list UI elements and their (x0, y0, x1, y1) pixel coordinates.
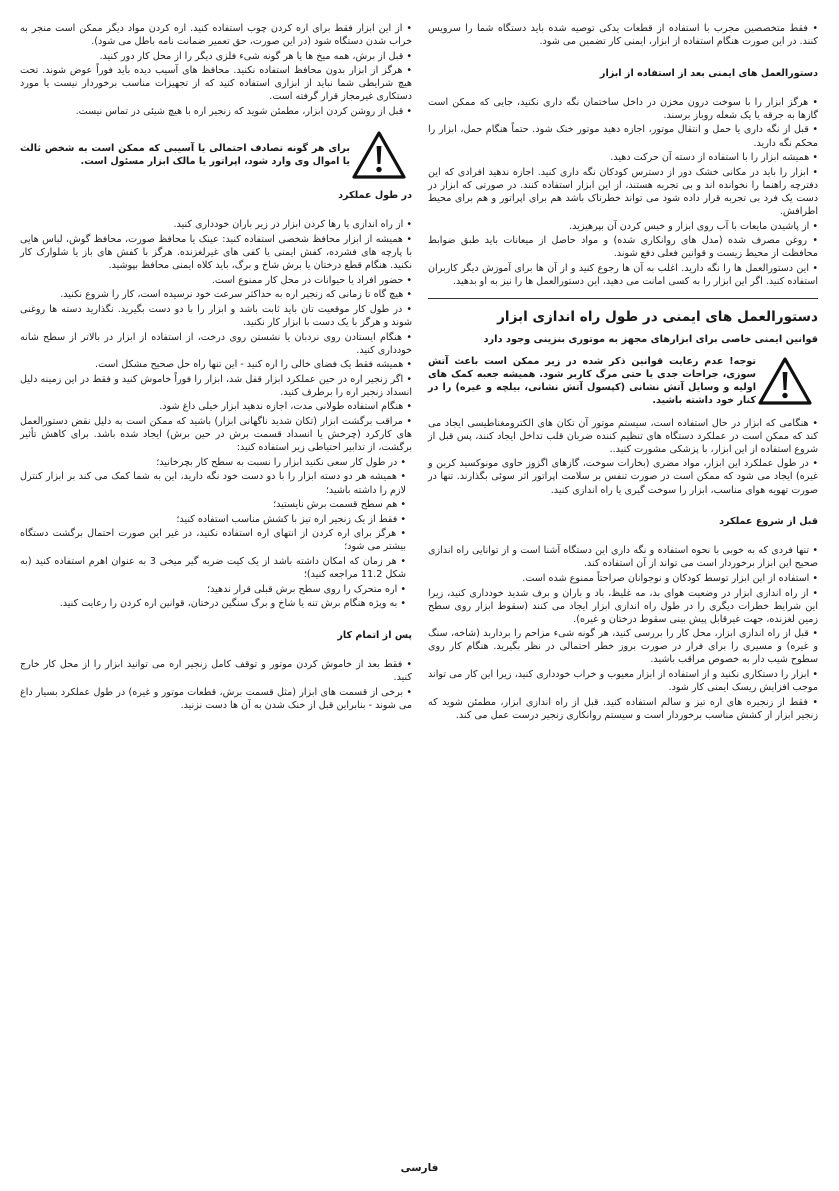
paragraph: • همیشه ابزار را با استفاده از دسته آن حرکت دهید. (610, 152, 818, 164)
paragraph: • در طول عملکرد این ابزار، مواد مضری (بخارات سوخت، گازهای اگزوز حاوی مونوکسید کربن و غیره) ایجاد می شود که ممکن است در صورت تنفس بر سلامت اپراتور اثر سوئی بگذارند. تنها در صورت تهویه هوای مناسب، ابزار را سوخت گیری یا راه اندازی کنید. (428, 458, 818, 496)
paragraph: • این دستورالعمل ها را نگه دارید. اغلب به آن ها رجوع کنید و از آن ها برای آموزش دیگر کاربران استفاده کنید. اگر این ابزار را به کسی امانت می دهید، این دستورالعمل ها را نیز به او بدهید. (428, 262, 818, 287)
section-heading-before-start: قبل از شروع عملکرد (719, 516, 818, 528)
paragraph: • برخی از قسمت های ابزار (مثل قسمت برش، قطعات موتور و غیره) در طول عملکرد بسیار داغ می شوند - بنابراین قبل از خنک شدن به آن ها دست نزنید. (20, 686, 412, 711)
list-item: • هم سطح قسمت برش نایستید؛ (273, 499, 406, 511)
page-footer-language: فارسی (400, 1162, 439, 1174)
paragraph: • فقط بعد از خاموش کردن موتور و توقف کامل زنجیر اره می توانید ابزار را از محل کار خارج کنید. (20, 658, 412, 684)
section-heading-after-work: پس از اتمام کار (337, 629, 412, 641)
paragraph: • از این ابزار فقط برای اره کردن چوب استفاده کنید. اره کردن مواد دیگر ممکن است منجر به خراب شدن دستگاه شود (در این صورت، حق تعمیر ضمانت نامه باطل می شود). (20, 23, 412, 48)
paragraph: • حضور افراد یا حیوانات در محل کار ممنوع است. (211, 274, 412, 286)
warning-box (428, 355, 818, 407)
paragraph: • ابزار را باید در مکانی خشک دور از دسترس کودکان نگه داری کنید. اجازه ندهید افرادی که این دفترچه راهنما را نخوانده اند و بی تجربه هستند، از این ابزار استفاده کنند. در صورتی که ابزار در دست یک فرد بی تجربه قرار داده شود می تواند خطرناک باشد هم برای اپراتور و هم برای محیط اطرافش. (428, 166, 818, 218)
paragraph: • همیشه از ابزار محافظ شخصی استفاده کنید: عینک یا محافظ صورت، محافظ گوش، لباس هایی با پارچه های فشرده، کفش ایمنی یا کفی های غیرلغزنده. هرگز با کفش های باز یا شلوارک کار نکنید. هنگام قطع درختان یا برش شاخ و برگ، باید کلاه ایمنی محافظ بپوشید. (20, 233, 412, 272)
paragraph: • ابزار را دستکاری نکنید و از استفاده از ابزار معیوب و خراب خودداری کنید، زیرا این کار می تواند موجب افزایش ریسک ایمنی کار شود. (428, 669, 818, 694)
list-item: • همیشه هر دو دسته ابزار را با دو دست خود نگه دارید، این به شما کمک می کند بر ابزار کنترل لازم را داشته باشید؛ (20, 471, 406, 496)
paragraph: • قبل از نگه داری یا حمل و انتقال موتور، اجازه دهید موتور خنک شود. حتماً هنگام حمل، ابزار را محکم نگه دارید. (428, 124, 818, 149)
warning-triangle-icon (758, 356, 812, 406)
paragraph: • هنگام استفاده طولانی مدت، اجازه ندهید ابزار خیلی داغ شود. (159, 401, 412, 413)
section-title-operation: دستورالعمل های ایمنی در طول راه اندازی ابزار (497, 309, 818, 326)
paragraph: • همیشه فقط یک فضای خالی را اره کنید - این تنها راه حل صحیح مشکل است. (95, 359, 412, 371)
paragraph: • هیچ گاه تا زمانی که زنجیر اره به حداکثر سرعت خود نرسیده است، کار را شروع نکنید. (60, 289, 412, 301)
paragraph: • قبل از راه اندازی ابزار، محل کار را بررسی کنید، هر گونه شیء مزاحم را برداربد (شاخه، سنگ و غیره) و مسیری را برای فرار در صورت بروز خطر احتمالی در نظر بگیرید. هنگام کار روی سطوح شیب دار به خصوص مراقب باشید. (428, 628, 818, 666)
paragraph: • اگر زنجیر اره در حین عملکرد ابزار قفل شد، ابزار را فوراً خاموش کنید و فقط در این زمینه دلیل انسداد زنجیر اره را برطرف کنید. (20, 373, 412, 398)
section-subtitle: قوانین ایمنی خاصی برای ابزارهای مجهز به موتوری بنزینی وجود دارد (483, 334, 818, 346)
paragraph: • از راه اندازی یا رها کردن ابزار در زیر باران خودداری کنید. (173, 219, 412, 231)
paragraph: • استفاده از این ابزار توسط کودکان و نوجوانان صراحتاً ممنوع شده است. (522, 572, 818, 584)
paragraph: • مراقب برگشت ابزار (تکان شدید ناگهانی ابزار) باشید که ممکن است به دلیل نقض دستورالعمل های کارکرد (چرخش یا انسداد قسمت برش در حین برش) ایجاد شده باشد. برای کاهش تأثیر برگشت، از تدابیر احتیاطی زیر استفاده کنید: (20, 416, 412, 454)
list-item: • هرگز برای اره کردن از انتهای اره استفاده نکنید، در غیر این صورت احتمال برگشت دستگاه بیشتر می شود؛ (20, 528, 406, 553)
paragraph: • قبل از روشن کردن ابزار، مطمئن شوید که زنجیر اره با هیچ شیئی در تماس نیست. (75, 106, 412, 118)
list-item: • به ویژه هنگام برش تنه یا شاخ و برگ سنگین درختان، قوانین اره کردن را رعایت کنید. (59, 598, 406, 610)
section-heading-during-operation: در طول عملکرد (338, 190, 412, 202)
paragraph: • هرگز از ابزار بدون محافظ استفاده نکنید. محافظ های آسیب دیده باید فوراً عوض شوند. تحت هیچ شرایطی شما نباید از ابزاری استفاده کنید که از تجهیزات مناسب برخوردار نیست یا مورد دستکاری غیرمجاز قرار گرفته است. (20, 65, 412, 103)
warning-text: برای هر گونه تصادف احتمالی یا آسیبی که ممکن است به شخص ثالث یا اموال وی وارد شود، اپراتور یا مالک ابزار مسئول است. (20, 143, 350, 168)
paragraph: • در طول کار موقعیت تان باید ثابت باشد و ابزار را با دو دست بگیرید. نگذارید دسته ها روغنی شوند و هرگز با یک دست با ابزار کار نکنید. (20, 303, 412, 328)
list-item: • در طول کار سعی نکنید ابزار را نسبت به سطح کار بچرخانید؛ (156, 456, 406, 468)
list-item: • هر زمان که امکان داشته باشد از یک کیت ضربه گیر میخی 3 به عنوان اهرم استفاده کنید (به شکل 11.2 مراجعه کنید)؛ (20, 556, 406, 581)
list-item: • اره متحرک را روی سطح برش قبلی قرار ندهید؛ (207, 583, 406, 595)
paragraph: • از پاشیدن مایعات با آب روی ابزار و خیس کردن آن بپرهیزید. (569, 220, 818, 232)
warning-triangle-icon (352, 130, 406, 180)
paragraph: • هنگامی که ابزار در حال استفاده است، سیستم موتور آن تکان های الکترومغناطیسی ایجاد می کند که ممکن است در عملکرد دستگاه های تنظیم کننده ضربان قلب تداخل ایجاد کنند، پس قبل از شروع استفاده از این ابزار، با پزشکی مشورت کنید.. (428, 417, 818, 455)
section-divider (428, 298, 818, 299)
paragraph: • هنگام ایستادن روی نردبان یا نشستن روی درخت، از استفاده از ابزار در بالاتر از سطح شانه خودداری کنید. (20, 331, 412, 356)
list-item: • فقط از یک زنجیر اره تیز با کشش مناسب استفاده کنید؛ (176, 513, 406, 525)
paragraph: • فقط از زنجیره های اره تیز و سالم استفاده کنید. قبل از راه اندازی ابزار، مطمئن شوید که زنجیر ابزار از کشش مناسب برخوردار است و سیستم روانکاری زنجیر درست عمل می کند. (428, 696, 818, 721)
paragraph: • هرگز ابزار را با سوخت درون مخزن در داخل ساختمان نگه داری نکنید، جایی که ممکن است گازها به جرقه یا یک شعله روباز برسند. (428, 96, 818, 121)
paragraph: • قبل از برش، همه میخ ها یا هر گونه شیء فلزی دیگر را از محل کار دور کنید. (99, 50, 412, 62)
paragraph: • روغن مصرف شده (مدل های روانکاری شده) و مواد حاصل از میعانات باید طبق ضوابط محافظت از محیط زیست و قوانین فعلی دفع شوند. (428, 235, 818, 260)
section-heading-after-use: دستورالعمل های ایمنی بعد از استفاده از ابزار (599, 67, 818, 79)
warning-box (20, 130, 412, 180)
paragraph: • از راه اندازی ابزار در وضعیت هوای بد، مه غلیظ، باد و باران و برف شدید خودداری کنید، زیرا این شرایط خطرات دیگری را در طول راه اندازی ابزار ایجاد می کنند (سقوط ابزار روی سطح زمین لغزنده، جهت غیرقابل پیش بینی سقوط درختان و غیره). (428, 587, 818, 625)
paragraph: • تنها فردی که به خوبی با نحوه استفاده و نگه داری این دستگاه آشنا است و از توانایی راه اندازی صحیح این ابزار برخوردار است می تواند از آن استفاده کند. (428, 545, 818, 570)
paragraph: • فقط متخصصین مجرب با استفاده از قطعات یدکی توصیه شده باید دستگاه شما را سرویس کنند. در این صورت هنگام استفاده از ابزار، ایمنی کار تضمین می شود. (428, 23, 818, 48)
warning-text: توجه! عدم رعایت قوانین ذکر شده در زیر ممکن است باعث آتش سوزی، جراحات جدی یا حتی مرگ کاربر شود. همیشه جعبه کمک های اولیه و وسایل آتش نشانی (کپسول آتش نشانی، بیلچه و غیره) را در کنار خود داشته باشید. (428, 356, 756, 407)
right-column (428, 22, 818, 723)
left-column (20, 22, 412, 713)
